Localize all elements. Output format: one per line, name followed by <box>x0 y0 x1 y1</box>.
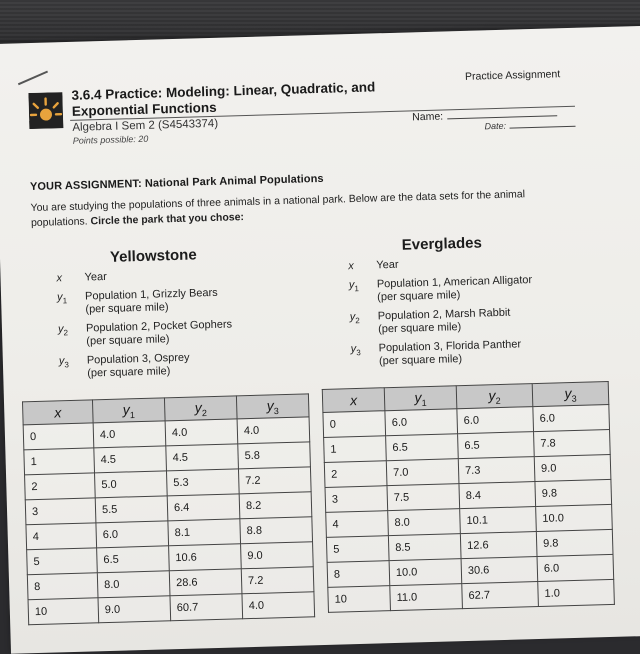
variable-text: Population 3, Florida Panther <box>378 336 618 356</box>
variable-symbol: $y_2$ <box>58 323 76 340</box>
column-header: $y_2$ <box>164 396 237 421</box>
variable-symbol: $y_3$ <box>350 343 368 360</box>
table-cell: 0 <box>23 423 94 450</box>
column-subscript: 3 <box>274 406 279 416</box>
variable-text: Year <box>84 265 324 285</box>
variable-text: Population 2, Marsh Rabbit <box>378 304 618 324</box>
variable-y1 <box>25 284 326 318</box>
park-yellowstone <box>24 243 328 388</box>
points-possible: Points possible: 20 <box>73 134 149 146</box>
table-cell: 7.5 <box>387 484 460 511</box>
table-cell: 1.0 <box>538 579 615 606</box>
table-cell: 4.0 <box>165 419 238 446</box>
variable-y1 <box>317 272 618 306</box>
variable-symbol: $y_1$ <box>349 279 367 296</box>
table-cell: 10 <box>28 598 99 625</box>
table-cell: 1 <box>24 448 95 475</box>
name-line <box>447 106 557 119</box>
variable-y3 <box>319 336 620 370</box>
table-cell: 12.6 <box>460 532 537 559</box>
column-header: $y_3$ <box>236 394 309 419</box>
table-cell: 8.1 <box>168 519 241 546</box>
table-cell: 10.1 <box>460 507 537 534</box>
date-line <box>509 118 575 129</box>
table-cell: 4.0 <box>237 417 310 444</box>
table-cell: 6.5 <box>458 432 535 459</box>
table-cell: 6.4 <box>167 494 240 521</box>
column-header: x <box>322 388 385 413</box>
table-cell: 9.0 <box>98 596 171 623</box>
table-cell: 4 <box>326 511 389 538</box>
table-cell: 5.8 <box>238 442 311 469</box>
variable-unit: (per square mile) <box>87 361 327 381</box>
everglades-data-table <box>322 381 615 613</box>
table-cell: 2 <box>324 461 387 488</box>
table-cell: 6.0 <box>533 404 610 431</box>
park-everglades <box>316 231 620 376</box>
table-cell: 5.0 <box>95 471 168 498</box>
intro-text: You are studying the populations of three animals in a national park. Below are the data sets for the animal populations. <box>30 188 525 229</box>
table-cell: 7.0 <box>386 459 459 486</box>
table-cell: 8.5 <box>388 534 461 561</box>
table-cell: 0 <box>323 411 386 438</box>
practice-assignment-label: Practice Assignment <box>465 68 560 83</box>
table-cell: 10.0 <box>389 559 462 586</box>
table-cell: 4.5 <box>166 444 239 471</box>
variable-symbol: $y_3$ <box>59 355 77 372</box>
column-header: $y_2$ <box>456 384 533 409</box>
variable-unit: (per square mile) <box>378 317 618 337</box>
variable-symbol: $y_2$ <box>350 311 368 328</box>
table-cell: 6.0 <box>385 409 458 436</box>
table-cell: 10.0 <box>536 504 613 531</box>
variable-unit: (per square mile) <box>379 349 619 369</box>
variable-y3 <box>27 348 328 382</box>
date-label: Date: <box>484 121 506 132</box>
table-cell: 6.0 <box>537 554 614 581</box>
table-cell: 9.0 <box>241 542 314 569</box>
table-cell: 3 <box>325 486 388 513</box>
table-cell: 5 <box>326 536 389 563</box>
table-cell: 9.0 <box>534 454 611 481</box>
column-subscript: 2 <box>495 395 500 405</box>
table-cell: 7.2 <box>238 467 311 494</box>
course-label: Algebra I Sem 2 (S4543374) <box>72 118 218 134</box>
variable-x <box>316 253 616 274</box>
table-cell: 4.0 <box>93 421 166 448</box>
table-cell: 10.6 <box>169 544 242 571</box>
variable-unit: (per square mile) <box>86 329 326 349</box>
variable-symbol: $y_1$ <box>57 291 75 308</box>
park-name: Yellowstone <box>110 243 325 271</box>
assignment-intro <box>30 186 576 231</box>
worksheet-page <box>0 26 640 654</box>
park-name: Everglades <box>402 231 617 259</box>
table-cell: 8.2 <box>239 492 312 519</box>
table-cell: 60.7 <box>170 594 243 621</box>
table-cell: 8 <box>27 573 98 600</box>
variable-symbol: x <box>56 272 74 285</box>
table-cell: 8 <box>327 561 390 588</box>
column-header: $y_1$ <box>92 398 165 423</box>
table-cell: 62.7 <box>462 582 539 609</box>
table-cell: 8.8 <box>240 517 313 544</box>
table-cell: 7.8 <box>534 429 611 456</box>
variable-text: Population 1, Grizzly Bears <box>85 284 325 304</box>
column-subscript: 1 <box>422 397 427 407</box>
table-cell: 6.5 <box>97 546 170 573</box>
table-cell: 9.8 <box>535 479 612 506</box>
intro-instruction: Circle the park that you chose: <box>90 211 244 227</box>
table-cell: 5 <box>27 548 98 575</box>
table-cell: 11.0 <box>390 584 463 611</box>
page-title: 3.6.4 Practice: Modeling: Linear, Quadratic, and Exponential Functions <box>71 78 432 120</box>
table-cell: 4.5 <box>94 446 167 473</box>
table-cell: 2 <box>25 473 96 500</box>
variable-text: Population 2, Pocket Gophers <box>86 316 326 336</box>
table-cell: 9.8 <box>536 529 613 556</box>
column-header: $y_1$ <box>384 386 457 411</box>
variable-y2 <box>318 304 619 338</box>
table-cell: 8.0 <box>97 571 170 598</box>
variable-text: Population 1, American Alligator <box>377 272 617 292</box>
variable-text: Population 3, Osprey <box>87 348 327 368</box>
school-logo-icon <box>28 92 63 129</box>
variable-text: Year <box>376 253 616 273</box>
table-cell: 5.5 <box>95 496 168 523</box>
table-cell: 10 <box>328 586 391 613</box>
table-cell: 7.2 <box>241 567 314 594</box>
table-cell: 1 <box>324 436 387 463</box>
table-cell: 4.0 <box>242 592 315 619</box>
variable-y2 <box>26 316 327 350</box>
table-cell: 4 <box>26 523 97 550</box>
table-cell: 6.0 <box>96 521 169 548</box>
assignment-heading: YOUR ASSIGNMENT: National Park Animal Populations <box>30 173 324 193</box>
table-cell: 8.0 <box>388 509 461 536</box>
table-cell: 28.6 <box>169 569 242 596</box>
column-subscript: 3 <box>571 393 576 403</box>
table-cell: 30.6 <box>461 557 538 584</box>
table-cell: 5.3 <box>166 469 239 496</box>
yellowstone-data-table <box>22 393 315 625</box>
column-header: x <box>23 400 94 425</box>
date-field <box>484 118 575 132</box>
pen-mark <box>18 71 48 86</box>
table-cell: 7.3 <box>458 457 535 484</box>
variable-symbol: x <box>348 260 366 273</box>
column-subscript: 2 <box>202 408 207 418</box>
table-cell: 8.4 <box>459 482 536 509</box>
table-cell: 6.0 <box>457 407 534 434</box>
variable-unit: (per square mile) <box>85 297 325 317</box>
column-header: $y_3$ <box>532 381 609 406</box>
table-cell: 3 <box>25 498 96 525</box>
variable-x <box>24 265 324 286</box>
variable-unit: (per square mile) <box>377 285 617 305</box>
name-label: Name: <box>412 110 443 123</box>
column-subscript: 1 <box>130 410 135 420</box>
table-cell: 6.5 <box>386 434 459 461</box>
